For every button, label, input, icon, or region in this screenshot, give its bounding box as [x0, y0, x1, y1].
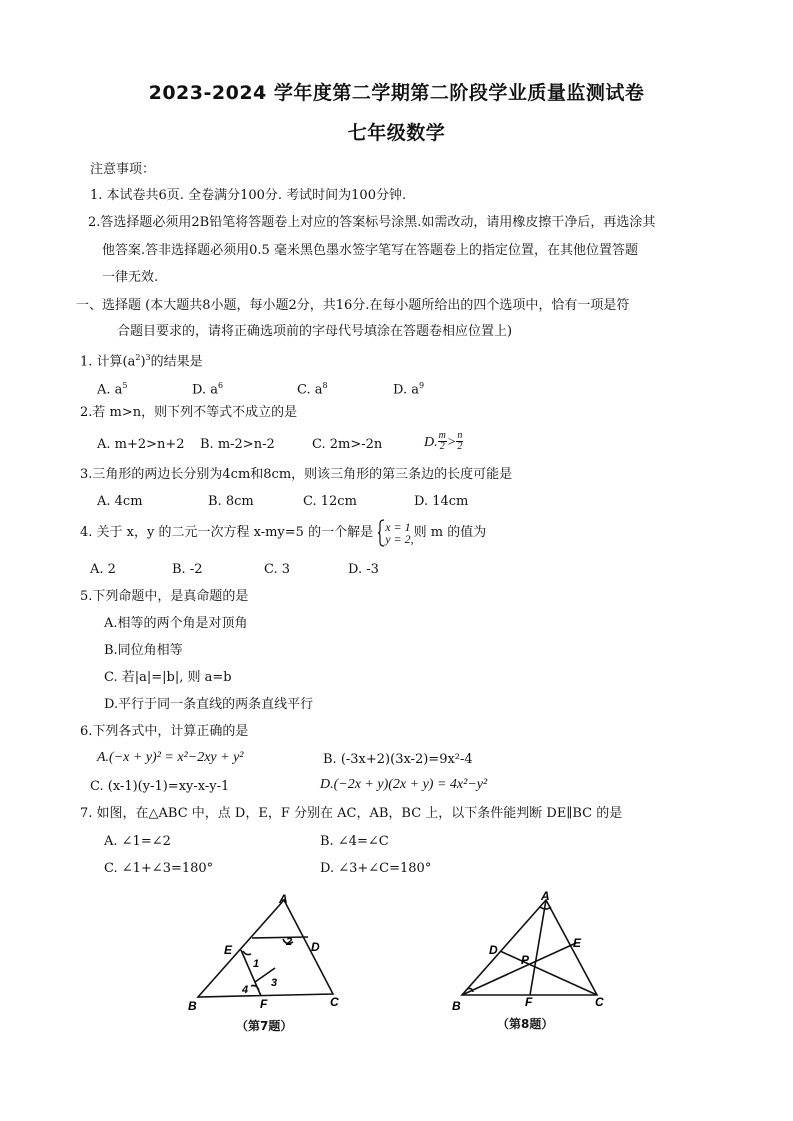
question-2-stem: 2.若 m>n，则下列不等式不成立的是 [80, 405, 298, 420]
fig7-label-4: 4 [242, 984, 249, 996]
section-1-heading: 一、选择题 (本大题共8小题，每小题2分，共16分.在每小题所给出的四个选项中，恰有一项是符 [76, 298, 630, 313]
question-6-option-c: C. (x-1)(y-1)=xy-x-y-1 [90, 779, 230, 794]
question-1-option-c: C. $a^8$ [297, 381, 328, 398]
figure-7-caption: （第7题） [236, 1019, 293, 1033]
exam-subtitle: 七年级数学 [347, 122, 446, 144]
question-3-option-c: C. 12cm [303, 494, 357, 509]
question-3-stem: 3.三角形的两边长分别为4cm和8cm，则该三角形的第三条边的长度可能是 [80, 467, 513, 482]
question-4-option-d: D. -3 [348, 562, 379, 577]
question-2-option-d: D. $\frac{m}{2}$ > $\frac{n}{2}$ [424, 430, 463, 452]
question-7-option-c: C. ∠1+∠3=180° [104, 861, 214, 876]
question-6-option-a: A.(−x + y)² = x²−2xy + y² [97, 750, 244, 765]
question-1-option-a: A. $a^5$ [97, 381, 128, 398]
question-4-stem: 4. 关于 x，y 的二元一次方程 x-my=5 的一个解是 x = 1 y = 2, 则 m 的值为 [80, 520, 487, 546]
fig7-label-3: 3 [271, 977, 278, 989]
fig8-label-P: P [521, 953, 530, 967]
question-7-option-a: A. ∠1=∠2 [104, 834, 171, 849]
fig7-label-D: D [311, 940, 320, 954]
question-4-option-b: B. -2 [172, 562, 203, 577]
fig7-label-B: B [188, 999, 197, 1013]
figure-8-caption: （第8题） [497, 1017, 554, 1031]
question-3-option-d: D. 14cm [414, 494, 469, 509]
question-5-option-d: D.平行于同一条直线的两条直线平行 [104, 697, 314, 712]
question-3-option-b: B. 8cm [208, 494, 254, 509]
notice-item-1: 1. 本试卷共6页. 全卷满分100分. 考试时间为100分钟. [90, 188, 407, 203]
question-6-stem: 6.下列各式中，计算正确的是 [80, 724, 249, 739]
fig8-label-C: C [595, 995, 604, 1009]
notice-heading: 注意事项： [90, 162, 156, 177]
question-7-option-b: B. ∠4=∠C [320, 834, 389, 849]
notice-item-2-line1: 2.答选择题必须用2B铅笔将答题卷上对应的答案标号涂黑.如需改动，请用橡皮擦干净后，再选涂其 [88, 215, 656, 230]
question-7-option-d: D. ∠3+∠C=180° [320, 861, 432, 876]
question-5-option-b: B.同位角相等 [104, 643, 183, 658]
fig8-label-F: F [525, 995, 533, 1009]
exam-title: 2023-2024 学年度第二学期第二阶段学业质量监测试卷 [148, 82, 645, 104]
question-7-stem: 7. 如图，在△ABC 中，点 D，E，F 分别在 AC，AB，BC 上，以下条件能判断 DE∥BC 的是 [80, 806, 623, 821]
question-1-option-b: D. $a^6$ [192, 381, 224, 398]
fig7-label-E: E [224, 943, 233, 957]
equation-system: x = 1 y = 2, [385, 520, 414, 546]
figure-7-triangle [180, 888, 360, 1038]
section-1-instructions: 合题目要求的，请将正确选项前的字母代号填涂在答题卷相应位置上) [117, 324, 513, 339]
question-1-option-d: D. $a^9$ [393, 381, 425, 398]
question-2-option-a: A. m+2>n+2 [97, 437, 185, 452]
question-6-option-b: B. (-3x+2)(3x-2)=9x²-4 [323, 752, 473, 767]
question-2-option-c: C. 2m>-2n [312, 437, 383, 452]
notice-item-2-line2: 他答案.答非选择题必须用0.5 毫米黑色墨水签字笔写在答题卷上的指定位置，在其他位置答题 [102, 243, 638, 258]
notice-item-2-line3: 一律无效. [102, 270, 159, 285]
question-4-option-a: A. 2 [90, 562, 116, 577]
fig7-label-A: A [279, 892, 288, 906]
question-1-stem: 1. 计算$(a^2)^3$的结果是 [80, 353, 203, 370]
fig8-label-B: B [452, 999, 461, 1013]
question-3-option-a: A. 4cm [97, 494, 143, 509]
question-5-stem: 5.下列命题中，是真命题的是 [80, 589, 249, 604]
question-5-option-a: A.相等的两个角是对顶角 [104, 616, 248, 631]
fig7-label-F: F [260, 997, 268, 1011]
fig8-label-E: E [573, 936, 582, 950]
fig7-label-C: C [330, 995, 339, 1009]
question-2-option-b: B. m-2>n-2 [200, 437, 275, 452]
fig7-label-1: 1 [253, 958, 260, 970]
fig8-label-A: A [541, 889, 550, 903]
question-4-option-c: C. 3 [264, 562, 291, 577]
figure-8-triangle [445, 888, 615, 1028]
question-5-option-c: C. 若|a|=|b|, 则 a=b [104, 670, 232, 685]
fig7-label-2: 2 [286, 936, 293, 948]
fig8-label-D: D [489, 943, 498, 957]
question-6-option-d: D.(−2x + y)(2x + y) = 4x²−y² [320, 777, 488, 792]
